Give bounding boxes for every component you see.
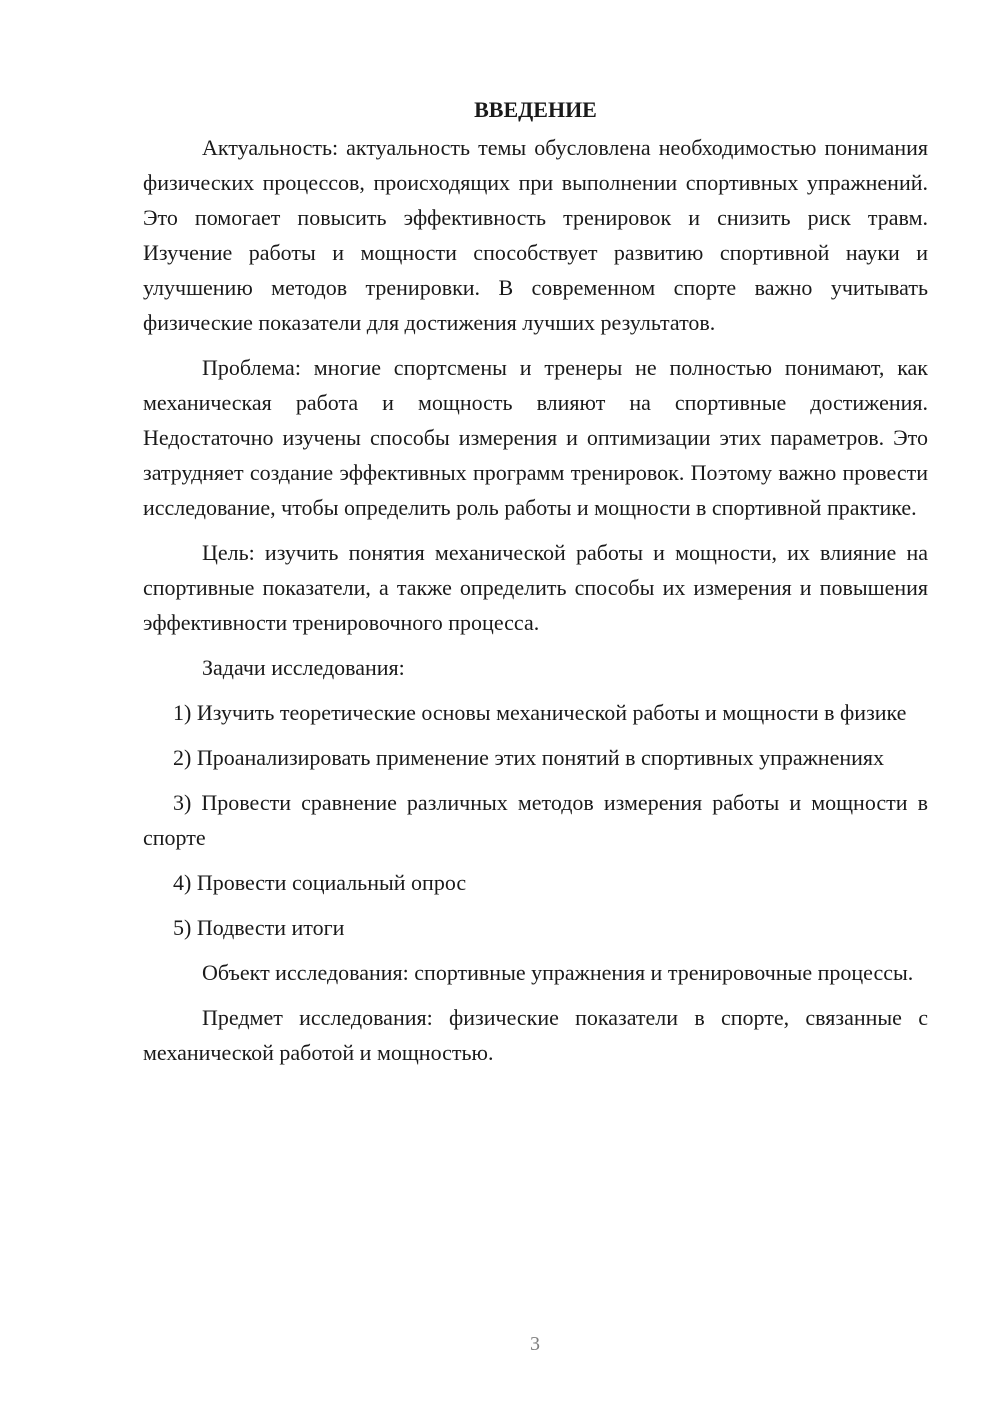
object-paragraph: Объект исследования: спортивные упражнения и тренировочные процессы. bbox=[202, 960, 914, 985]
page-number: 3 bbox=[530, 1333, 540, 1355]
list-item: 4) Провести социальный опрос bbox=[173, 870, 467, 895]
goal-paragraph: Цель: изучить понятия механической работы и мощности, их влияние на спортивные показатели, а также определить способы их измерения и повышения эффективности тренировочного процесса. bbox=[143, 540, 928, 635]
subject-paragraph: Предмет исследования: физические показатели в спорте, связанные с механической работой и мощностью. bbox=[143, 1005, 928, 1065]
tasks-list bbox=[143, 695, 928, 945]
list-item: 1) Изучить теоретические основы механической работы и мощности в физике bbox=[173, 700, 907, 725]
relevance-paragraph: Актуальность: актуальность темы обусловлена необходимостью понимания физических процессов, происходящих при выполнении спортивных упражнений. Это помогает повысить эффективность тренировок и снизить риск травм. Изучение работы и мощности способствует развитию спортивной науки и улучшению методов тренировки. В современном спорте важно учитывать физические показатели для достижения лучших результатов. bbox=[143, 135, 928, 335]
list-item: 2) Проанализировать применение этих понятий в спортивных упражнениях bbox=[173, 745, 885, 770]
page-title: ВВЕДЕНИЕ bbox=[474, 97, 597, 122]
problem-paragraph: Проблема: многие спортсмены и тренеры не полностью понимают, как механическая работа и мощность влияют на спортивные достижения. Недостаточно изучены способы измерения и оптимизации этих параметров. Это затрудняет создание эффективных программ тренировок. Поэтому важно провести исследование, чтобы определить роль работы и мощности в спортивной практике. bbox=[143, 355, 928, 520]
tasks-heading: Задачи исследования: bbox=[202, 655, 405, 680]
list-item: 3) Провести сравнение различных методов измерения работы и мощности в спорте bbox=[143, 790, 928, 850]
document-page bbox=[143, 92, 928, 1080]
list-item: 5) Подвести итоги bbox=[173, 915, 345, 940]
